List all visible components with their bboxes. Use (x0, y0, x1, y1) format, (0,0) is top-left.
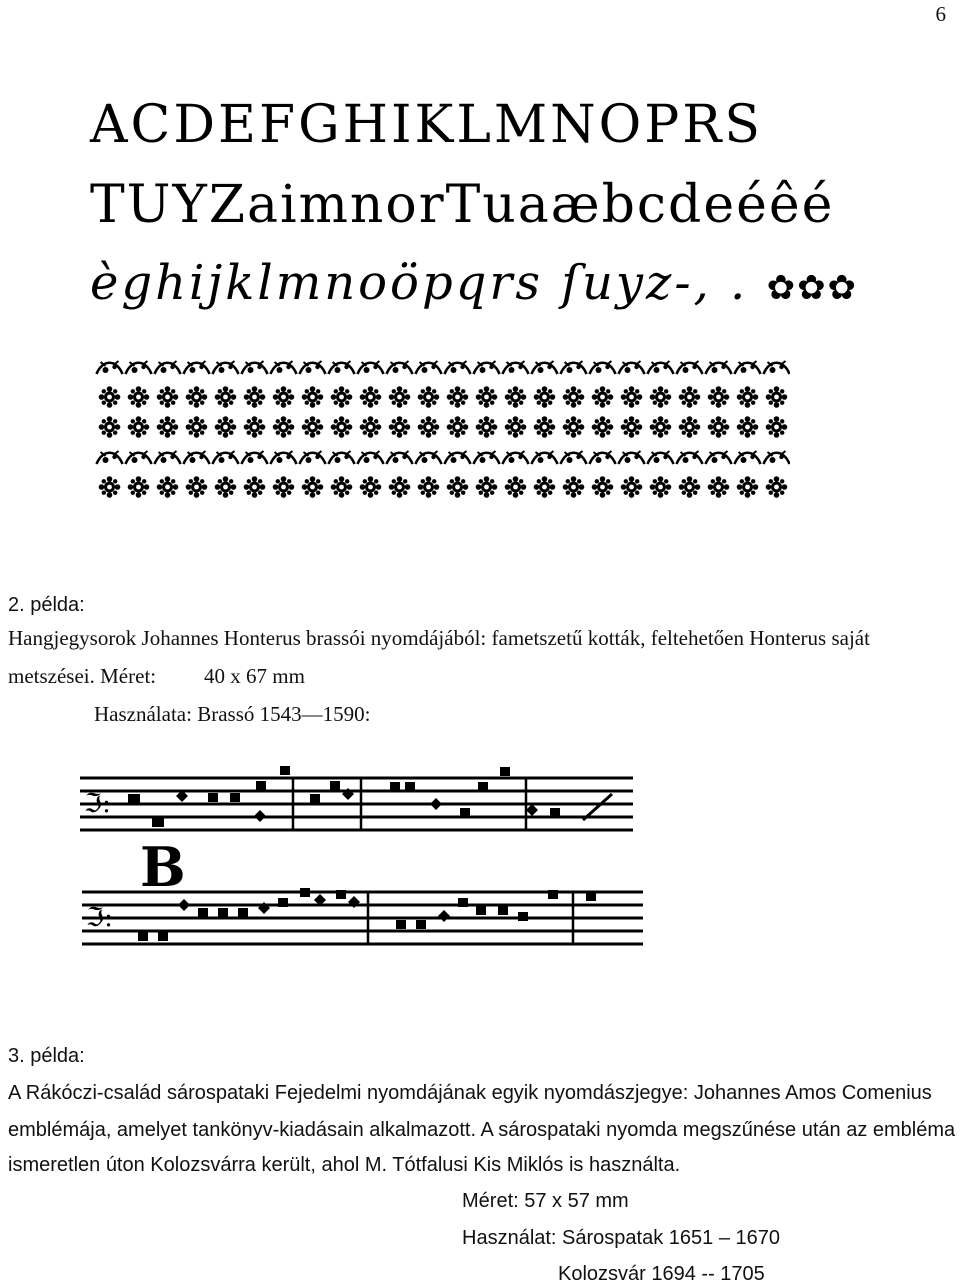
example-2-description-line-1: Hangjegysorok Johannes Honterus brassói nyomdájából: fametszetű kották, feltehetően Honterus saját (8, 626, 870, 650)
ornament-row-5 (95, 472, 790, 502)
ornament-row-3 (95, 412, 790, 442)
example-3-line-3: ismeretlen úton Kolozsvárra került, ahol M. Tótfalusi Kis Miklós is használta. (8, 1154, 681, 1176)
example-2-heading: 2. példa: (8, 594, 85, 616)
fleuron-glyphs: ✿✿✿ (766, 268, 859, 308)
music-initial-b: B (140, 835, 186, 899)
specimen-line-2: TUYZaimnorTuaæbcdeéêé (90, 175, 835, 235)
clef-mark-2: ℑ: (86, 903, 113, 933)
ornament-band (95, 352, 790, 502)
example-3-size: Méret: 57 x 57 mm (462, 1190, 629, 1212)
example-3-usage-1: Használat: Sárospatak 1651 – 1670 (462, 1227, 780, 1249)
example-2-size-value: 40 x 67 mm (204, 664, 305, 688)
music-notation-woodcut (78, 760, 658, 970)
specimen-line-3 (90, 255, 859, 311)
ornament-row-2 (95, 382, 790, 412)
specimen-line-1: ACDEFGHIKLMNOPRS (90, 95, 764, 155)
ornament-row-4 (95, 442, 790, 472)
example-3-line-1: A Rákóczi-család sárospataki Fejedelmi nyomdájának egyik nyomdászjegye: Johannes Amos Comenius (8, 1082, 932, 1104)
example-2-usage: Használata: Brassó 1543—1590: (94, 702, 371, 726)
specimen-line-3-text: èghijklmnoöpqrs ſuyz-, . (90, 255, 749, 311)
example-3-line-2: emblémája, amelyet tankönyv-kiadásain alkalmazott. A sárospataki nyomda megszűnése után az embléma (8, 1119, 956, 1141)
clef-mark-1: ℑ: (84, 789, 111, 819)
ornament-row-1 (95, 352, 790, 382)
example-3-usage-2: Kolozsvár 1694 -- 1705 (558, 1263, 765, 1285)
page-number: 6 (935, 2, 946, 26)
example-3-heading: 3. példa: (8, 1045, 85, 1067)
example-2-description-line-2: metszései. Méret: (8, 664, 157, 688)
